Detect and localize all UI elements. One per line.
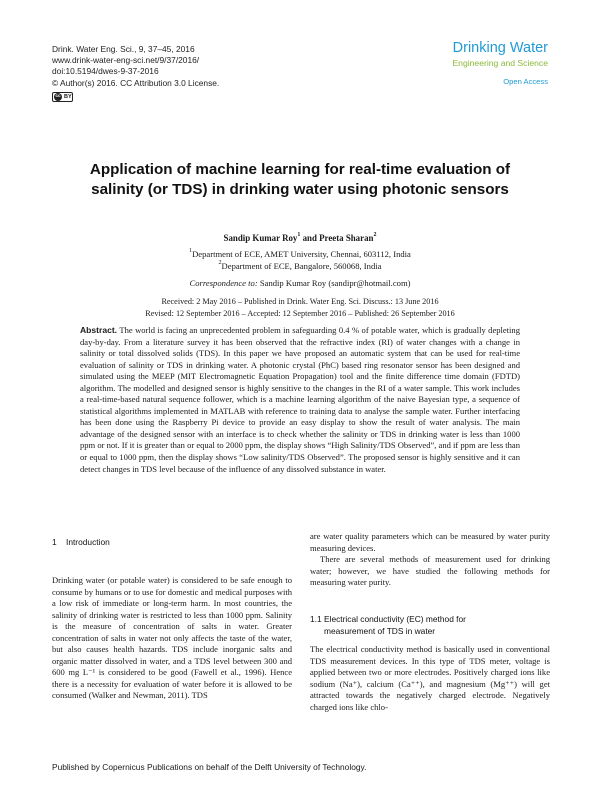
subsection-heading-ec-method (310, 614, 550, 637)
cc-license-icon[interactable] (52, 92, 73, 102)
affiliation-marker: 2 (373, 232, 377, 238)
citation: Drink. Water Eng. Sci., 9, 37–45, 2016 (52, 44, 195, 54)
journal-logo (452, 40, 548, 87)
affiliation-marker: 1 (297, 232, 301, 238)
journal-subtitle: Engineering and Science (452, 58, 548, 68)
paragraph: There are several methods of measurement used for drinking water; however, we have studied the following methods for measuring water purity. (310, 554, 550, 588)
paragraph: are water quality parameters which can be measured by water purity measuring devices. (310, 531, 550, 553)
affiliation-text: Department of ECE, AMET University, Chennai, 603112, India (192, 249, 411, 259)
affiliation-text: Department of ECE, Bangalore, 560068, India (221, 261, 382, 271)
copyright: © Author(s) 2016. CC Attribution 3.0 License. (52, 77, 220, 88)
subsection-title-line2: measurement of TDS in water (324, 625, 436, 636)
subsection-number: 1.1 (310, 614, 322, 624)
section-title: Introduction (66, 537, 110, 547)
open-access-label: Open Access (503, 77, 548, 86)
abstract (80, 325, 520, 475)
affiliation (0, 249, 600, 259)
affiliation (0, 261, 600, 271)
subsection-title-line1: Electrical conductivity (EC) method for (324, 614, 466, 624)
introduction-paragraph (52, 575, 292, 702)
paragraph: The electrical conductivity method is basically used in conventional TDS measurement devices. In this type of TDS meter, voltage is applied between two or more electrodes. Positively charged ions like sodium (Na⁺), calcium (Ca⁺⁺), and magnesium (Mg⁺⁺) will get attracted towards the negatively charged electrode. Negatively charged ions like chlo- (310, 644, 550, 712)
affiliation-marker: 1 (189, 248, 193, 254)
received-dates: Received: 2 May 2016 – Published in Drink. Water Eng. Sci. Discuss.: 13 June 2016 (161, 297, 439, 306)
right-column-text (310, 531, 550, 589)
paper-title: Application of machine learning for real-time evaluation of salinity (or TDS) in drinking water using photonic sensors (89, 161, 511, 198)
correspondence-text[interactable]: Sandip Kumar Roy (sandipr@hotmail.com) (259, 278, 411, 288)
abstract-label: Abstract. (80, 325, 118, 335)
correspondence (0, 278, 600, 288)
abstract-text: The world is facing an unprecedented problem in safeguarding 0.4 % of potable water, which is gradually depleting day-by-day. From a literature survey it has been observed that the refractive index (RI) of water changes with a change in salinity or total dissolved solids (TDS). In this paper we have proposed an automatic system that can be used for real-time evaluation of salinity or TDS in drinking water. A photonic crystal (PhC) based ring resonator sensor has been designed and simulated using the MEEP (MIT Electromagnetic Equation Propagation) tool and the finite difference time domain (FDTD) algorithm. The modelled and designed sensor is highly sensitive to the changes in the RI of a water sample. This work includes a real-time-based natural sequence follower, which is a machine learning algorithm of the naive Bayesian type, a sequence of statistical algorithms implemented in MATLAB with reference to training data to analyse the sample water. Further interfacing has been done using the Raspberry Pi device to provide an easy display to show the result of water analysis. The main advantage of the designed sensor with an interface is to check whether the salinity or TDS in drinking water is less than 1000 ppm or not. If it is greater than or equal to 2000 ppm, the display shows “High Salinity/TDS Observed”, and if ppm are less than or equal to 1000 ppm, then the display shows “Low salinity/TDS Observed”. The proposed sensor is highly sensitive and it can detect changes in TDS level because of the influence of any dissolved substance in water. (80, 325, 520, 474)
authors (0, 233, 600, 243)
affiliation-marker: 2 (218, 260, 222, 266)
section-heading-introduction (52, 537, 292, 547)
author-name: Preeta Sharan (319, 233, 374, 243)
publisher-footer: Published by Copernicus Publications on behalf of the Delft University of Technology. (52, 762, 367, 772)
article-url[interactable]: www.drink-water-eng-sci.net/9/37/2016/ (52, 55, 200, 66)
doi[interactable]: doi:10.5194/dwes-9-37-2016 (52, 66, 159, 77)
correspondence-label: Correspondence to: (189, 278, 258, 288)
journal-name: Drinking Water (452, 40, 548, 56)
section-number: 1 (52, 537, 57, 547)
cc-by-label: BY (64, 94, 72, 100)
author-name: Sandip Kumar Roy (223, 233, 298, 243)
paragraph: Drinking water (or potable water) is considered to be safe enough to consume by humans or to use for domestic and medical purposes with a low risk of immediate or long-term harm. In most countries, the salinity of drinking water is restricted to less than 1000 ppm. Salinity is the measure of concentration of salts in water. Greater concentration of salts in water not only affects the taste of the water, but also causes health hazards. TDS include inorganic salts and organic matter dissolved in water, and a TDS level between 300 and 600 mg L⁻¹ is considered to be good (Fawell et al., 1996). Hence there is a necessity for evaluation of water before it is allowed to be consumed (Walker and Newman, 2011). TDS (52, 575, 292, 701)
cc-icon: cc (55, 94, 61, 99)
ec-method-paragraph (310, 644, 550, 713)
article-metadata (52, 44, 219, 89)
revised-dates: Revised: 12 September 2016 – Accepted: 12 September 2016 – Published: 26 September 2016 (145, 309, 455, 318)
author-conjunction: and (302, 233, 317, 243)
